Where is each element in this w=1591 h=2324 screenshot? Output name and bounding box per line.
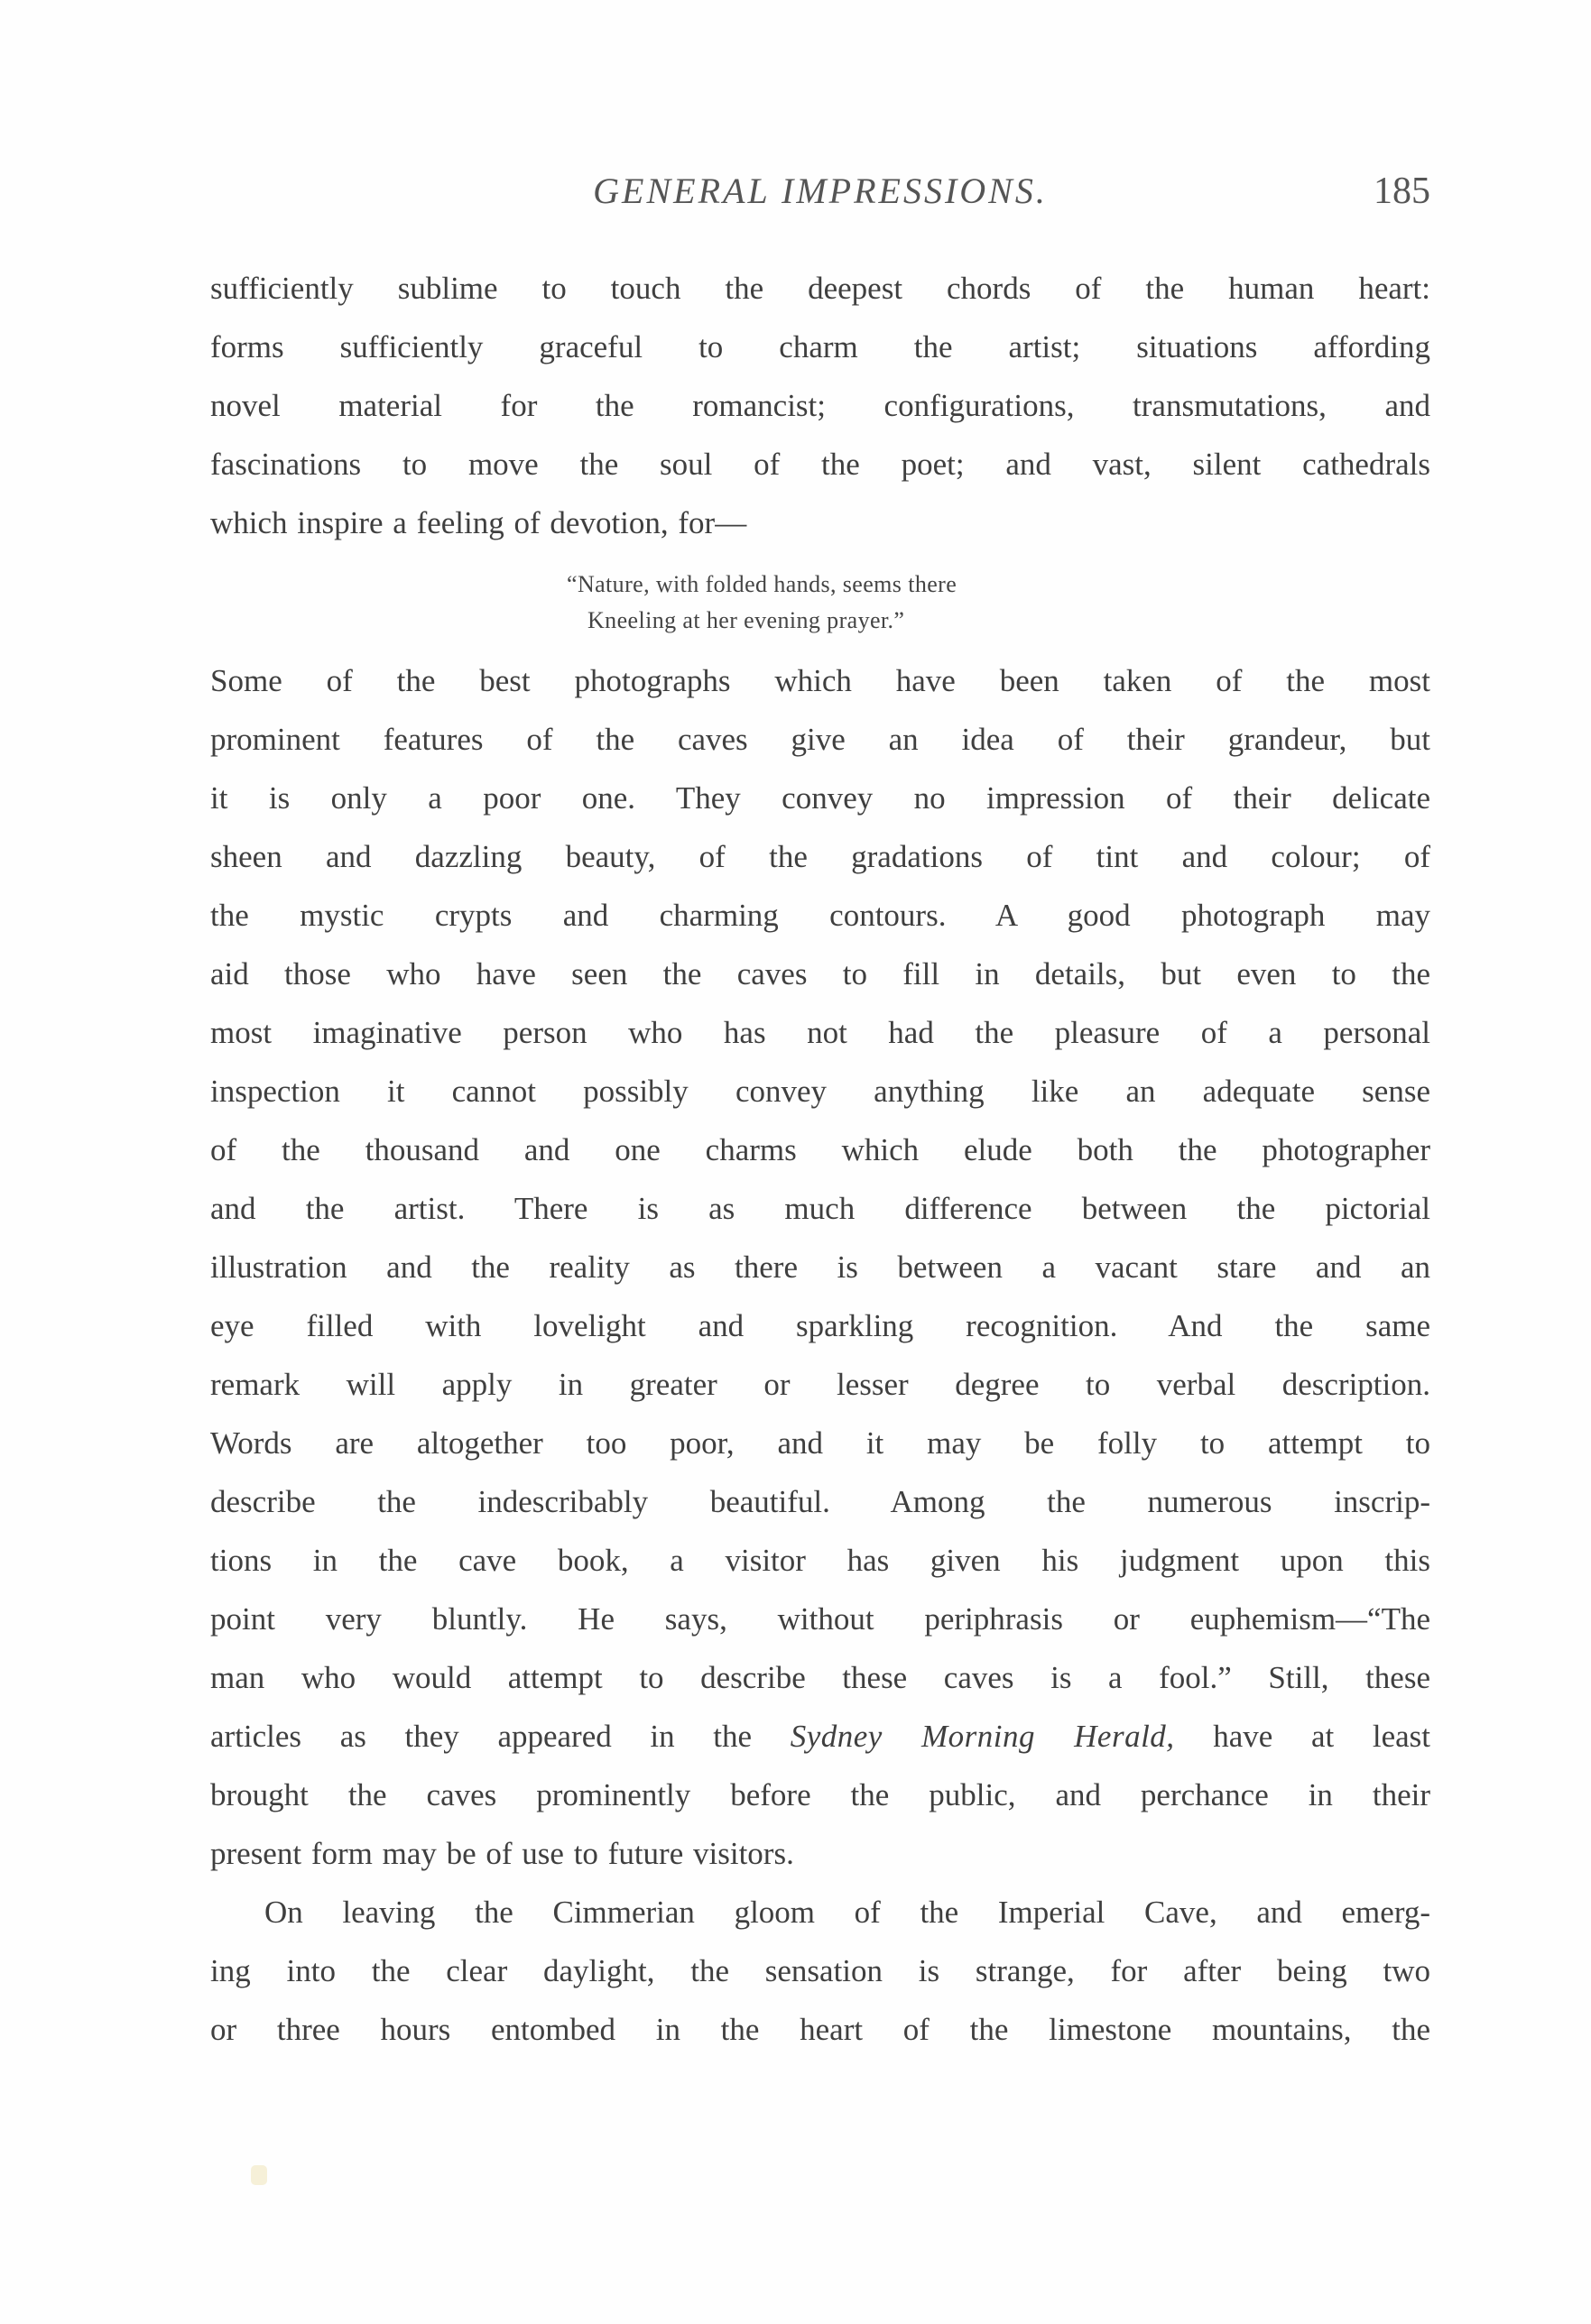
text-line: sufficiently sublime to touch the deepest chords of the human heart: <box>210 271 1430 306</box>
text-line: remark will apply in greater or lesser degree to verbal description. <box>210 1367 1430 1402</box>
text-line: prominent features of the caves give an idea of their grandeur, but <box>210 722 1430 757</box>
text-line: of the thousand and one charms which elude both the photographer <box>210 1132 1430 1167</box>
text-span: articles as they appeared in the <box>210 1719 791 1754</box>
text-line: fascinations to move the soul of the poet; and vast, silent cathedrals <box>210 447 1430 482</box>
text-span: have at least <box>1174 1719 1431 1754</box>
text-line: novel material for the romancist; configurations, transmutations, and <box>210 388 1430 423</box>
text-line: inspection it cannot possibly convey anything like an adequate sense <box>210 1074 1430 1109</box>
body-text <box>210 259 1430 2059</box>
running-title: GENERAL IMPRESSIONS. <box>593 171 1048 211</box>
running-head <box>210 170 1430 224</box>
text-line: forms sufficiently graceful to charm the artist; situations affording <box>210 329 1430 364</box>
text-line: and the artist. There is as much difference between the pictorial <box>210 1191 1430 1226</box>
text-line: illustration and the reality as there is between a vacant stare and an <box>210 1250 1430 1285</box>
text-line: the mystic crypts and charming contours. A good photograph may <box>210 898 1430 933</box>
text-line: it is only a poor one. They convey no impression of their delicate <box>210 780 1430 816</box>
text-line: man who would attempt to describe these caves is a fool.” Still, these <box>210 1660 1430 1695</box>
page-number: 185 <box>1374 171 1430 212</box>
newspaper-title: Sydney Morning Herald, <box>790 1719 1175 1754</box>
text-line: brought the caves prominently before the public, and perchance in their <box>210 1777 1430 1812</box>
text-line: present form may be of use to future visitors. <box>210 1836 794 1871</box>
text-line: ing into the clear daylight, the sensation is strange, for after being two <box>210 1953 1430 1988</box>
text-line: point very bluntly. He says, without periphrasis or euphemism—“The <box>210 1601 1430 1637</box>
text-line: which inspire a feeling of devotion, for— <box>210 505 747 540</box>
text-line-with-italic <box>210 1707 1430 1766</box>
text-line: Some of the best photographs which have been taken of the most <box>210 663 1430 698</box>
text-line: eye filled with lovelight and sparkling recognition. And the same <box>210 1308 1430 1343</box>
quote-line: “Nature, with folded hands, seems there <box>567 571 957 597</box>
quote-line: Kneeling at her evening prayer.” <box>587 607 905 633</box>
text-line: tions in the cave book, a visitor has given his judgment upon this <box>210 1543 1430 1578</box>
text-line: most imaginative person who has not had the pleasure of a personal <box>210 1015 1430 1050</box>
text-line: sheen and dazzling beauty, of the gradations of tint and colour; of <box>210 839 1430 874</box>
text-line: describe the indescribably beautiful. Among the numerous inscrip- <box>210 1484 1430 1519</box>
text-line: Words are altogether too poor, and it may be folly to attempt to <box>210 1425 1430 1461</box>
text-line: On leaving the Cimmerian gloom of the Imperial Cave, and emerg- <box>264 1895 1430 1930</box>
text-line: or three hours entombed in the heart of the limestone mountains, the <box>210 2012 1430 2047</box>
paper-stain <box>251 2165 267 2185</box>
text-line: aid those who have seen the caves to fill in details, but even to the <box>210 956 1430 991</box>
